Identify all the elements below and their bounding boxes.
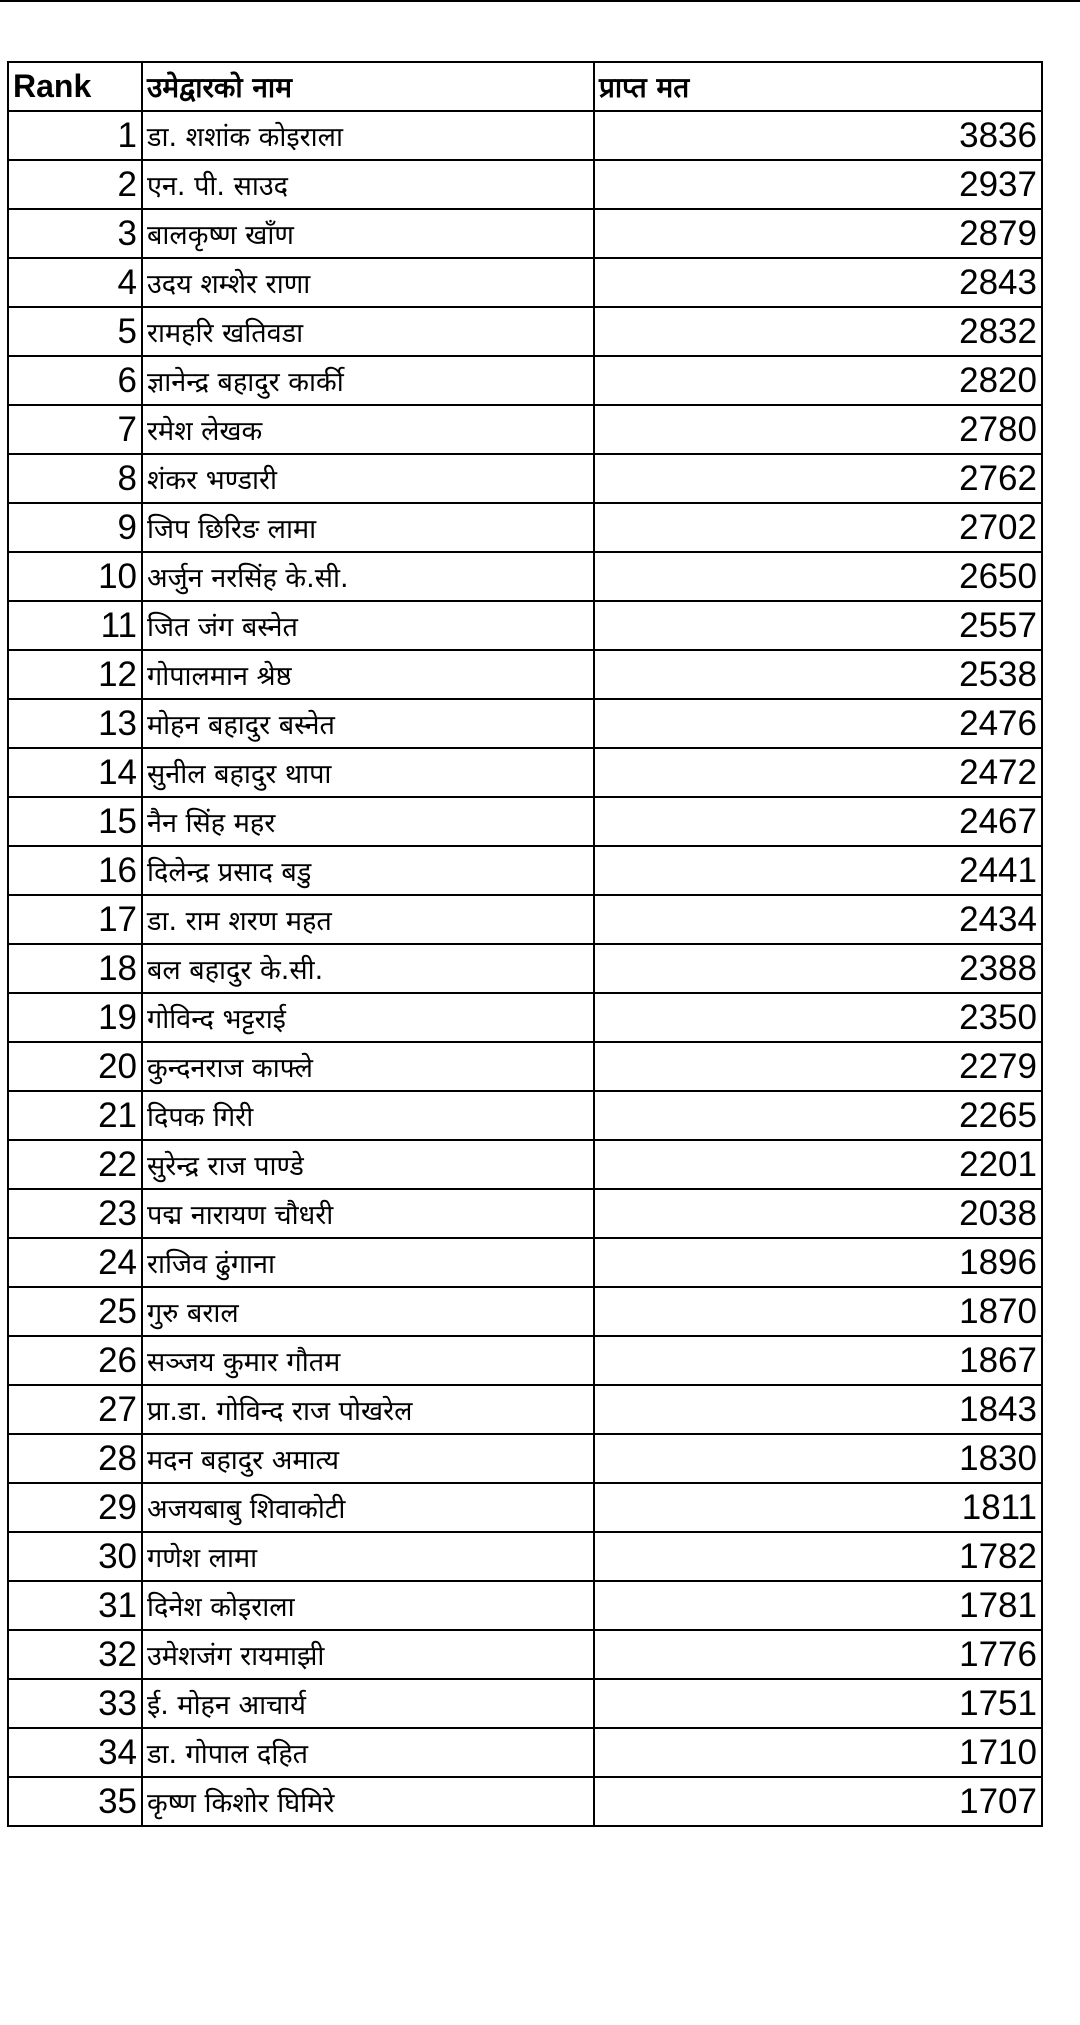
rank-cell: 14 xyxy=(8,748,142,797)
rank-cell: 6 xyxy=(8,356,142,405)
rank-cell: 3 xyxy=(8,209,142,258)
table-row xyxy=(8,1581,1042,1630)
votes-cell: 2350 xyxy=(594,993,1042,1042)
table-row xyxy=(8,1140,1042,1189)
votes-cell: 1896 xyxy=(594,1238,1042,1287)
votes-cell: 2038 xyxy=(594,1189,1042,1238)
table-header xyxy=(8,62,1042,111)
votes-cell: 2388 xyxy=(594,944,1042,993)
rank-cell: 4 xyxy=(8,258,142,307)
votes-cell: 2937 xyxy=(594,160,1042,209)
rank-cell: 20 xyxy=(8,1042,142,1091)
table-row xyxy=(8,1679,1042,1728)
table-row xyxy=(8,552,1042,601)
table-row xyxy=(8,1777,1042,1826)
rank-cell: 26 xyxy=(8,1336,142,1385)
candidate-name-cell: डा. शशांक कोइराला xyxy=(142,111,594,160)
rank-cell: 27 xyxy=(8,1385,142,1434)
rank-cell: 24 xyxy=(8,1238,142,1287)
table-row xyxy=(8,503,1042,552)
votes-cell: 2265 xyxy=(594,1091,1042,1140)
votes-cell: 2820 xyxy=(594,356,1042,405)
candidate-name-cell: गोविन्द भट्टराई xyxy=(142,993,594,1042)
votes-cell: 2476 xyxy=(594,699,1042,748)
table-row xyxy=(8,258,1042,307)
candidate-name-cell: अर्जुन नरसिंह के.सी. xyxy=(142,552,594,601)
votes-cell: 1870 xyxy=(594,1287,1042,1336)
table-row xyxy=(8,699,1042,748)
candidate-name-cell: शंकर भण्डारी xyxy=(142,454,594,503)
rank-cell: 11 xyxy=(8,601,142,650)
rank-cell: 29 xyxy=(8,1483,142,1532)
rank-cell: 19 xyxy=(8,993,142,1042)
votes-cell: 1843 xyxy=(594,1385,1042,1434)
rank-cell: 18 xyxy=(8,944,142,993)
table-row xyxy=(8,209,1042,258)
candidate-name-cell: एन. पी. साउद xyxy=(142,160,594,209)
candidate-name-cell: बल बहादुर के.सी. xyxy=(142,944,594,993)
table-row xyxy=(8,454,1042,503)
table-row xyxy=(8,944,1042,993)
votes-cell: 1781 xyxy=(594,1581,1042,1630)
rank-cell: 33 xyxy=(8,1679,142,1728)
candidate-name-cell: जिप छिरिङ लामा xyxy=(142,503,594,552)
rank-cell: 17 xyxy=(8,895,142,944)
table-row xyxy=(8,405,1042,454)
votes-cell: 1776 xyxy=(594,1630,1042,1679)
votes-cell: 2780 xyxy=(594,405,1042,454)
rank-cell: 28 xyxy=(8,1434,142,1483)
rank-cell: 25 xyxy=(8,1287,142,1336)
votes-cell: 1867 xyxy=(594,1336,1042,1385)
candidate-name-cell: पद्म नारायण चौधरी xyxy=(142,1189,594,1238)
candidate-name-cell: सञ्जय कुमार गौतम xyxy=(142,1336,594,1385)
table-row xyxy=(8,1238,1042,1287)
candidate-name-cell: जित जंग बस्नेत xyxy=(142,601,594,650)
table-row xyxy=(8,797,1042,846)
table-row xyxy=(8,1091,1042,1140)
votes-cell: 2441 xyxy=(594,846,1042,895)
table-row xyxy=(8,1532,1042,1581)
candidate-name-cell: प्रा.डा. गोविन्द राज पोखरेल xyxy=(142,1385,594,1434)
votes-cell: 2557 xyxy=(594,601,1042,650)
votes-cell: 2279 xyxy=(594,1042,1042,1091)
rank-cell: 35 xyxy=(8,1777,142,1826)
rank-cell: 1 xyxy=(8,111,142,160)
candidate-name-cell: राजिव ढुंगाना xyxy=(142,1238,594,1287)
candidate-name-cell: ज्ञानेन्द्र बहादुर कार्की xyxy=(142,356,594,405)
candidate-name-cell: मोहन बहादुर बस्नेत xyxy=(142,699,594,748)
candidate-name-cell: गणेश लामा xyxy=(142,1532,594,1581)
votes-cell: 2832 xyxy=(594,307,1042,356)
table-row xyxy=(8,895,1042,944)
votes-cell: 2467 xyxy=(594,797,1042,846)
votes-cell: 2650 xyxy=(594,552,1042,601)
candidate-name-cell: नैन सिंह महर xyxy=(142,797,594,846)
table-row xyxy=(8,1630,1042,1679)
votes-cell: 2702 xyxy=(594,503,1042,552)
rank-cell: 2 xyxy=(8,160,142,209)
candidate-name-cell: कृष्ण किशोर घिमिरे xyxy=(142,1777,594,1826)
table-row xyxy=(8,1728,1042,1777)
votes-column-header: प्राप्त मत xyxy=(594,62,1042,111)
votes-cell: 2434 xyxy=(594,895,1042,944)
votes-cell: 2201 xyxy=(594,1140,1042,1189)
table-row xyxy=(8,356,1042,405)
candidate-name-cell: रमेश लेखक xyxy=(142,405,594,454)
rank-cell: 7 xyxy=(8,405,142,454)
candidate-name-cell: अजयबाबु शिवाकोटी xyxy=(142,1483,594,1532)
votes-cell: 3836 xyxy=(594,111,1042,160)
rank-column-header: Rank xyxy=(8,62,142,111)
candidate-name-cell: सुरेन्द्र राज पाण्डे xyxy=(142,1140,594,1189)
table-row xyxy=(8,1385,1042,1434)
table-row xyxy=(8,846,1042,895)
rank-cell: 31 xyxy=(8,1581,142,1630)
candidate-name-cell: डा. गोपाल दहित xyxy=(142,1728,594,1777)
candidate-name-cell: कुन्दनराज काफ्ले xyxy=(142,1042,594,1091)
table-row xyxy=(8,1336,1042,1385)
candidate-name-cell: बालकृष्ण खाँण xyxy=(142,209,594,258)
candidate-name-cell: डा. राम शरण महत xyxy=(142,895,594,944)
candidate-name-cell: दिलेन्द्र प्रसाद बडु xyxy=(142,846,594,895)
table-body xyxy=(8,111,1042,1826)
votes-cell: 1811 xyxy=(594,1483,1042,1532)
table-row xyxy=(8,307,1042,356)
votes-cell: 1707 xyxy=(594,1777,1042,1826)
table-row xyxy=(8,160,1042,209)
votes-cell: 1830 xyxy=(594,1434,1042,1483)
candidate-name-cell: उदय शम्शेर राणा xyxy=(142,258,594,307)
rank-cell: 22 xyxy=(8,1140,142,1189)
table-row xyxy=(8,1483,1042,1532)
candidate-name-cell: रामहरि खतिवडा xyxy=(142,307,594,356)
candidate-name-cell: गुरु बराल xyxy=(142,1287,594,1336)
candidate-name-cell: ई. मोहन आचार्य xyxy=(142,1679,594,1728)
rank-cell: 5 xyxy=(8,307,142,356)
table-row xyxy=(8,993,1042,1042)
votes-cell: 2762 xyxy=(594,454,1042,503)
table-row xyxy=(8,748,1042,797)
table-row xyxy=(8,1434,1042,1483)
rank-cell: 8 xyxy=(8,454,142,503)
candidate-name-cell: सुनील बहादुर थापा xyxy=(142,748,594,797)
table-row xyxy=(8,601,1042,650)
votes-cell: 2843 xyxy=(594,258,1042,307)
candidate-name-cell: गोपालमान श्रेष्ठ xyxy=(142,650,594,699)
rank-cell: 32 xyxy=(8,1630,142,1679)
table-row xyxy=(8,1189,1042,1238)
votes-cell: 1710 xyxy=(594,1728,1042,1777)
results-table xyxy=(7,61,1043,1827)
rank-cell: 30 xyxy=(8,1532,142,1581)
rank-cell: 23 xyxy=(8,1189,142,1238)
rank-cell: 15 xyxy=(8,797,142,846)
table-row xyxy=(8,1042,1042,1091)
rank-cell: 34 xyxy=(8,1728,142,1777)
rank-cell: 9 xyxy=(8,503,142,552)
candidate-name-cell: मदन बहादुर अमात्य xyxy=(142,1434,594,1483)
rank-cell: 21 xyxy=(8,1091,142,1140)
rank-cell: 13 xyxy=(8,699,142,748)
votes-cell: 1751 xyxy=(594,1679,1042,1728)
table-row xyxy=(8,650,1042,699)
rank-cell: 10 xyxy=(8,552,142,601)
candidate-name-cell: दिनेश कोइराला xyxy=(142,1581,594,1630)
table-row xyxy=(8,1287,1042,1336)
candidate-name-cell: उमेशजंग रायमाझी xyxy=(142,1630,594,1679)
top-border-line xyxy=(0,0,1080,2)
votes-cell: 1782 xyxy=(594,1532,1042,1581)
table-row xyxy=(8,111,1042,160)
candidate-name-column-header: उमेद्वारको नाम xyxy=(142,62,594,111)
header-row xyxy=(8,62,1042,111)
rank-cell: 12 xyxy=(8,650,142,699)
votes-cell: 2879 xyxy=(594,209,1042,258)
votes-cell: 2472 xyxy=(594,748,1042,797)
rank-cell: 16 xyxy=(8,846,142,895)
votes-cell: 2538 xyxy=(594,650,1042,699)
candidate-name-cell: दिपक गिरी xyxy=(142,1091,594,1140)
